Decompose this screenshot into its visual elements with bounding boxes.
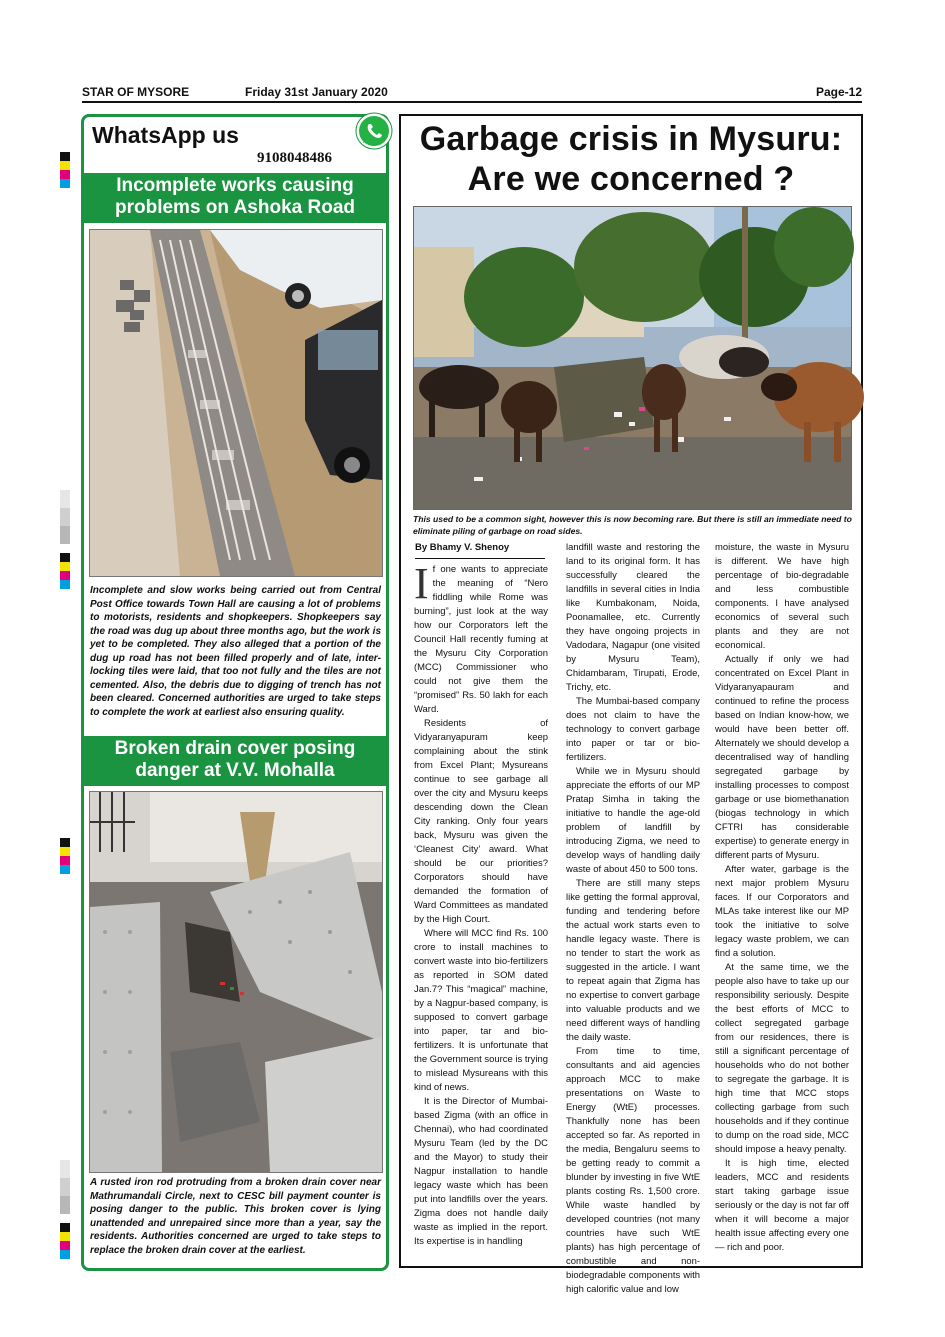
article-paragraph: It is high time, elected leaders, MCC and residents start taking garbage issue seriously or the day is not far off when it will become a major health issue affecting every one — rich and poor.: [715, 1158, 849, 1253]
article-paragraph: While we in Mysuru should appreciate the efforts of our MP Pratap Simha in taking the initiative to handle the age-old problem of landfill by introducing Zigma, we need to develop ways of handling daily waste of about 450 to 500 tons.: [566, 766, 700, 875]
whatsapp-phone: 9108048486: [257, 150, 332, 166]
article-paragraph: From time to time, consultants and aid agencies approach MCC to make presentations on Waste to Energy (WtE) processes. Thankfully none has been accepted so far. As reported in the media, Bengaluru seems to be getting ready to commit a blunder by investing in five WtE plants costing Rs. 1,500 crore. While waste handled by developed countries (not many countries have such WtE plants) has high percentage of combustible and non-biodegradable components with high calorific value and low: [566, 1046, 700, 1295]
article-paragraph: It is the Director of Mumbai-based Zigma (with an office in Chennai), who had coordinated Mysuru Team (led by the DC and the Mayor) to study their Nagpur installation to handle legacy waste which has been put into landfills over the years. Zigma does not handle daily waste as implied in the report. Its expertise is in handling: [414, 1096, 548, 1247]
story1-caption: Incomplete and slow works being carried out from Central Post Office towards Town Hall are causing a lot of problems to motorists, residents and shopkeepers. Shopkeepers say the road was dug up about three months ago, but the work is yet to be completed. They also alleged that a portion of the dug up road has not been filled properly and of late, inter-locking tiles were laid, that too not fully and the tiles are not cemented. Also, the debris due to digging of trench has not been cleared. Concerned authorities are urged to take steps to complete the work at earliest also ensuring quality.: [90, 585, 381, 718]
article-byline: By Bhamy V. Shenoy: [415, 542, 545, 559]
article-paragraph: At the same time, we the people also have to take up our responsibility seriously. Despite the best efforts of MCC to collect segregated garbage from our residences, there is still a significant percentage of households who do not bother to segregate the garbage. It is high time that MCC stops collecting garbage from such households and if they continue to dump on the road side, MCC should impose a heavy penalty.: [715, 962, 849, 1155]
registration-marks-mid: [60, 490, 70, 589]
story2-caption: A rusted iron rod protruding from a broken drain cover near Mathrumandali Circle, next to CESC bill payment counter is posing danger to the public. This broken cover is lying unattended and unrepaired since more than a year, say the residents. Authorities concerned are urged to take steps to replace the broken drain cover at the earliest.: [90, 1177, 381, 1256]
drop-cap: I: [414, 559, 429, 608]
story1-photo: [89, 229, 383, 577]
paper-name: STAR OF MYSORE: [82, 85, 190, 99]
article-column-2: [566, 541, 700, 1295]
story2-headline: Broken drain cover posing danger at V.V. Mohalla: [84, 736, 386, 786]
registration-marks-top: [60, 152, 70, 188]
masthead: [82, 84, 862, 103]
cows-garbage-photo: [414, 207, 851, 509]
ashoka-road-photo: [90, 230, 382, 576]
article-photo-caption: This used to be a common sight, however this is now becoming rare. But there is still an immediate need to eliminate piling of garbage on road sides.: [413, 514, 852, 536]
article-paragraph: After water, garbage is the next major problem Mysuru faces. If our Corporators and MLAs take interest like our MP took the initiative to solve legacy waste problem, we can find a solution.: [715, 864, 849, 959]
drain-cover-photo: [90, 792, 382, 1172]
article-paragraph: Where will MCC find Rs. 100 crore to install machines to convert waste into bio-fertilizers as reported in SOM dated Jan.7? This “magical” machine, by a Nagpur-based company, is supposed to convert garbage into paper, tar and bio-fertilizers. It is unfortunate that the Government source is trying to mislead Mysureans with this kind of news.: [414, 928, 548, 1093]
article-column-3: [715, 541, 849, 1261]
article-paragraph: If one wants to appreciate the meaning of “Nero fiddling while Rome was burning”, just look at the way how our Corporators left the Council Hall recently fuming at the Mysuru City Corporation (MCC) Commissioner who could not give them the “promised” Rs. 50 lakh for each Ward.: [414, 559, 548, 715]
whatsapp-title: WhatsApp us: [92, 122, 239, 148]
article-paragraph: landfill waste and restoring the land to its original form. It has successfully cleared the landfills in several cities in India like Kumbakonam, Noida, Poonamallee, etc. Currently they have ongoing projects in Vadodara, Nagapur (one visited by Mysuru Team), Chidambaram, Tirupati, Erode, Trichy, etc.: [566, 542, 700, 693]
article-paragraph: Residents of Vidyaranyapuram keep complaining about the stink from Excel Plant; Mysureans continue to see garbage all over the city and Mysuru keeps descending down the Clean City ranking. Only four years back, Mysuru was given the ‘Cleanest City’ award. What should be our priorities? Corporators should have demanded the formation of Ward Committees as mandated by the High Court.: [414, 718, 548, 925]
article-paragraph: The Mumbai-based company does not claim to have the technology to convert garbage into paper or tar or bio-fertilizers.: [566, 696, 700, 763]
article-headline: Garbage crisis in Mysuru: Are we concerned ?: [419, 120, 843, 198]
issue-date: Friday 31st January 2020: [245, 85, 388, 99]
article-column-1: [414, 559, 548, 1263]
left-column-box: [81, 114, 389, 1271]
whatsapp-icon: [355, 112, 393, 150]
main-article: [399, 114, 863, 1295]
registration-marks-bottom: [60, 1160, 70, 1259]
registration-marks-lower: [60, 838, 70, 874]
story1-headline: Incomplete works causing problems on Ashoka Road: [84, 173, 386, 223]
article-paragraph: moisture, the waste in Mysuru is different. We have high percentage of bio-degradable and less combustible components. I have analysed economics of several such plants and they are not economical.: [715, 542, 849, 651]
page-number: Page-12: [815, 85, 862, 99]
article-paragraph: Actually if only we had concentrated on Excel Plant in Vidyaranyapauram and continued to refine the process based on Indian know-how, we would have been better off. Alternately we should develop a decentralised way of handling segregated garbage by installing processes to compost garbage or use biomethanation (biogas technology in which CFTRI has considerable expertise) to generate energy in different parts of Mysuru.: [715, 654, 849, 861]
article-paragraph: There are still many steps like getting the formal approval, funding and tendering before the actual work starts even to handle legacy waste. There is no tender to start the work as suggested in the article. I want to repeat again that Zigma has no expertise to convert garbage into valuable products and we need different ways of handling the daily waste.: [566, 878, 700, 1043]
article-photo: [413, 206, 852, 510]
story2-photo: [89, 791, 383, 1173]
